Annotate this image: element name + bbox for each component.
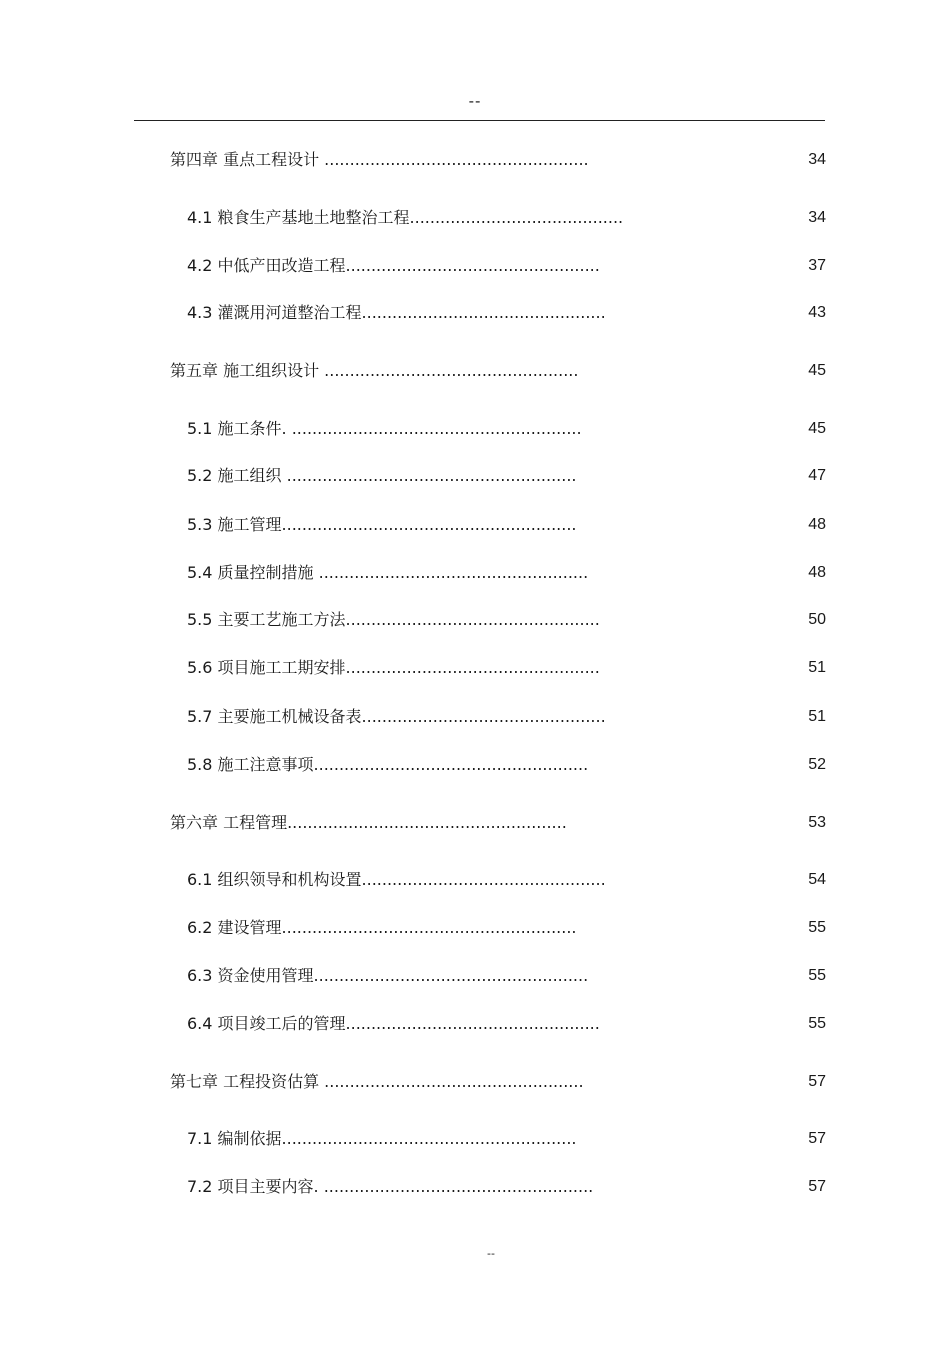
toc-entry-label: 5.6 项目施工工期安排.................................................. bbox=[187, 658, 600, 677]
toc-page-number: 45 bbox=[808, 420, 826, 437]
toc-page-number: 45 bbox=[808, 362, 826, 379]
toc-entry-label: 5.5 主要工艺施工方法.................................................. bbox=[187, 610, 600, 629]
toc-page-number: 57 bbox=[808, 1073, 826, 1090]
toc-entry-label: 6.1 组织领导和机构设置................................................ bbox=[187, 870, 606, 889]
toc-section-5-8[interactable] bbox=[0, 753, 950, 777]
toc-page-number: 57 bbox=[808, 1178, 826, 1195]
toc-page-number: 47 bbox=[808, 467, 826, 484]
toc-entry-label: 5.1 施工条件. ......................................................... bbox=[187, 419, 582, 438]
toc-entry-label: 5.3 施工管理.......................................................... bbox=[187, 515, 577, 534]
toc-page-number: 55 bbox=[808, 919, 826, 936]
toc-entry-label: 第五章 施工组织设计 .................................................. bbox=[170, 361, 579, 380]
toc-entry-label: 7.2 项目主要内容. ..................................................... bbox=[187, 1177, 594, 1196]
toc-page-number: 51 bbox=[808, 708, 826, 725]
toc-section-6-1[interactable] bbox=[0, 868, 950, 892]
toc-entry-label: 6.3 资金使用管理...................................................... bbox=[187, 966, 589, 985]
toc-section-5-4[interactable] bbox=[0, 561, 950, 585]
toc-entry-label: 第七章 工程投资估算 ................................................... bbox=[170, 1072, 584, 1091]
toc-page-number: 37 bbox=[808, 257, 826, 274]
toc-page-number: 51 bbox=[808, 659, 826, 676]
toc-chapter-5[interactable] bbox=[0, 359, 950, 383]
toc-page-number: 34 bbox=[808, 151, 826, 168]
toc-section-7-1[interactable] bbox=[0, 1127, 950, 1151]
toc-section-7-2[interactable] bbox=[0, 1175, 950, 1199]
toc-entry-label: 6.4 项目竣工后的管理.................................................. bbox=[187, 1014, 600, 1033]
toc-section-5-3[interactable] bbox=[0, 513, 950, 537]
page-header-mark: -- bbox=[468, 92, 482, 110]
toc-section-6-4[interactable] bbox=[0, 1012, 950, 1036]
toc-entry-label: 5.7 主要施工机械设备表................................................ bbox=[187, 707, 606, 726]
toc-chapter-6[interactable] bbox=[0, 811, 950, 835]
toc-page-number: 48 bbox=[808, 516, 826, 533]
header-divider bbox=[134, 120, 825, 121]
toc-section-6-3[interactable] bbox=[0, 964, 950, 988]
toc-page-number: 48 bbox=[808, 564, 826, 581]
toc-page-number: 55 bbox=[808, 1015, 826, 1032]
toc-page-number: 54 bbox=[808, 871, 826, 888]
toc-chapter-4[interactable] bbox=[0, 148, 950, 172]
toc-entry-label: 5.2 施工组织 ......................................................... bbox=[187, 466, 577, 485]
toc-chapter-7[interactable] bbox=[0, 1070, 950, 1094]
toc-entry-label: 第四章 重点工程设计 .................................................... bbox=[170, 150, 589, 169]
toc-section-4-3[interactable] bbox=[0, 301, 950, 325]
toc-entry-label: 4.3 灌溉用河道整治工程................................................ bbox=[187, 303, 606, 322]
toc-section-5-5[interactable] bbox=[0, 608, 950, 632]
toc-page-number: 52 bbox=[808, 756, 826, 773]
toc-entry-label: 7.1 编制依据.......................................................... bbox=[187, 1129, 577, 1148]
toc-section-4-1[interactable] bbox=[0, 206, 950, 230]
toc-section-4-2[interactable] bbox=[0, 254, 950, 278]
toc-page-number: 55 bbox=[808, 967, 826, 984]
toc-entry-label: 第六章 工程管理....................................................... bbox=[170, 813, 567, 832]
toc-page-number: 57 bbox=[808, 1130, 826, 1147]
page-footer-mark: -- bbox=[487, 1247, 495, 1260]
toc-entry-label: 4.2 中低产田改造工程.................................................. bbox=[187, 256, 600, 275]
toc-page-number: 50 bbox=[808, 611, 826, 628]
toc-entry-label: 4.1 粮食生产基地土地整治工程.......................................... bbox=[187, 208, 624, 227]
toc-entry-label: 5.4 质量控制措施 ..................................................... bbox=[187, 563, 589, 582]
toc-section-5-2[interactable] bbox=[0, 464, 950, 488]
toc-page-number: 43 bbox=[808, 304, 826, 321]
toc-entry-label: 5.8 施工注意事项...................................................... bbox=[187, 755, 589, 774]
toc-section-5-7[interactable] bbox=[0, 705, 950, 729]
toc-page-number: 34 bbox=[808, 209, 826, 226]
toc-section-5-6[interactable] bbox=[0, 656, 950, 680]
toc-entry-label: 6.2 建设管理.......................................................... bbox=[187, 918, 577, 937]
toc-section-6-2[interactable] bbox=[0, 916, 950, 940]
toc-page-number: 53 bbox=[808, 814, 826, 831]
toc-section-5-1[interactable] bbox=[0, 417, 950, 441]
